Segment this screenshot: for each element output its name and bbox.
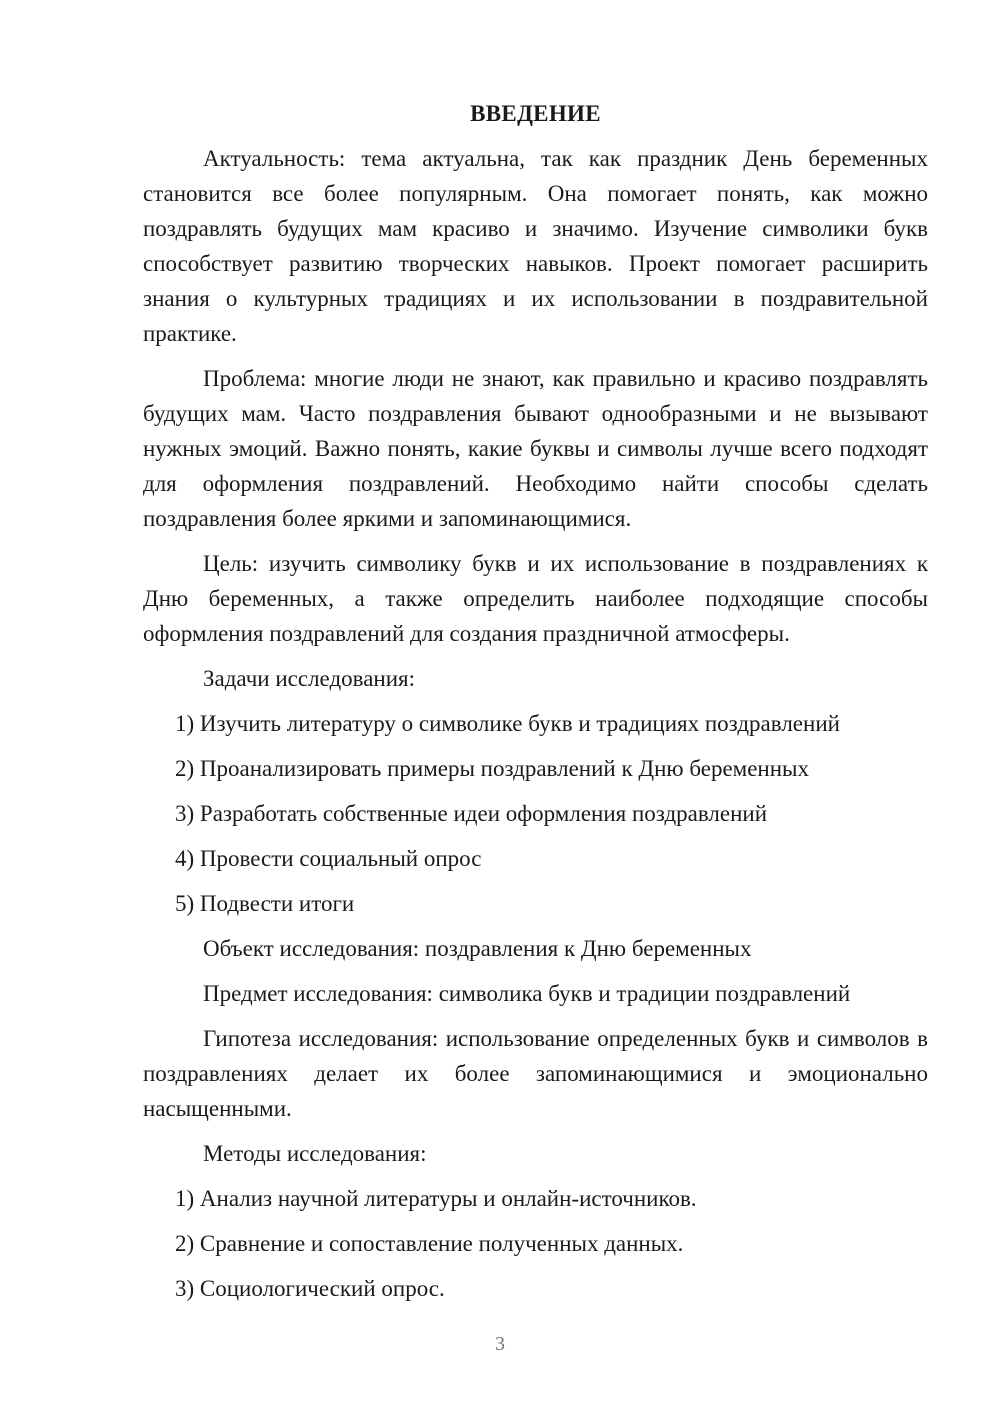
page-number: 3: [495, 1333, 505, 1355]
task-item: 5) Подвести итоги: [175, 891, 355, 916]
hypothesis-paragraph: Гипотеза исследования: использование определенных букв и символов в поздравлениях делает их более запоминающимися и эмоционально насыщенными.: [143, 1026, 928, 1121]
method-item: 2) Сравнение и сопоставление полученных данных.: [175, 1231, 684, 1256]
tasks-heading: Задачи исследования:: [203, 666, 416, 691]
method-item: 1) Анализ научной литературы и онлайн-источников.: [175, 1186, 697, 1211]
research-subject: Предмет исследования: символика букв и традиции поздравлений: [203, 981, 851, 1006]
research-object: Объект исследования: поздравления к Дню беременных: [203, 936, 752, 961]
relevance-paragraph: Актуальность: тема актуальна, так как праздник День беременных становится все более популярным. Она помогает понять, как можно поздравлять будущих мам красиво и значимо. Изучение символики букв способствует развитию творческих навыков. Проект помогает расширить знания о культурных традициях и их использовании в поздравительной практике.: [143, 146, 928, 346]
method-item: 3) Социологический опрос.: [175, 1276, 445, 1301]
task-item: 3) Разработать собственные идеи оформления поздравлений: [175, 801, 768, 826]
section-title: ВВЕДЕНИЕ: [470, 101, 601, 126]
problem-paragraph: Проблема: многие люди не знают, как правильно и красиво поздравлять будущих мам. Часто поздравления бывают однообразными и не вызывают нужных эмоций. Важно понять, какие буквы и символы лучше всего подходят для оформления поздравлений. Необходимо найти способы сделать поздравления более яркими и запоминающимися.: [143, 366, 928, 531]
methods-list: [143, 1181, 928, 1306]
goal-paragraph: Цель: изучить символику букв и их использование в поздравлениях к Дню беременных, а также определить наиболее подходящие способы оформления поздравлений для создания праздничной атмосферы.: [143, 551, 928, 646]
task-item: 1) Изучить литературу о символике букв и традициях поздравлений: [175, 711, 840, 736]
page-content: [143, 96, 928, 1316]
task-item: 2) Проанализировать примеры поздравлений к Дню беременных: [175, 756, 809, 781]
methods-heading: Методы исследования:: [203, 1141, 427, 1166]
task-item: 4) Провести социальный опрос: [175, 846, 482, 871]
tasks-list: [143, 706, 928, 921]
